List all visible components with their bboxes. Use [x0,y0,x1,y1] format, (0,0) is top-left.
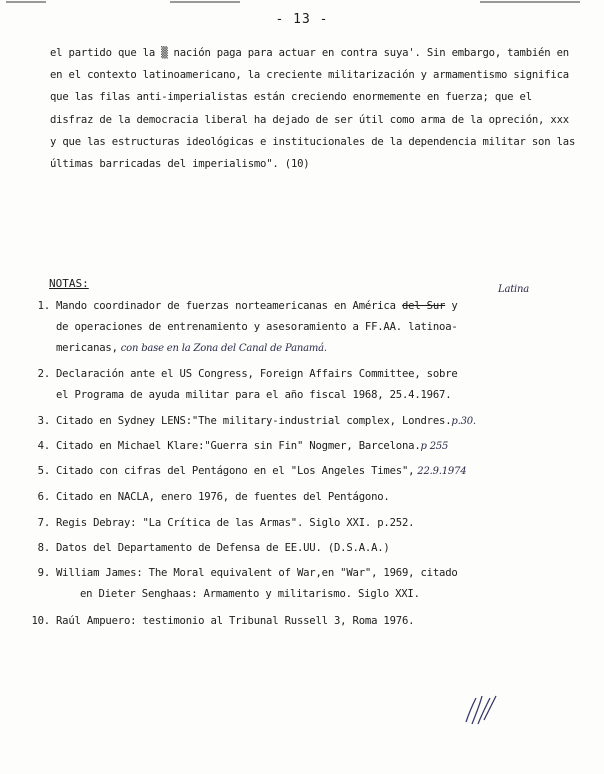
note-text: Citado en Michael Klare:"Guerra sin Fin" Nogmer, Barcelona. [56,440,421,452]
note-item [30,491,390,503]
note-text: Datos del Departamento de Defensa de EE.UU. (D.S.A.A.) [56,542,390,554]
body-line: últimas barricadas del imperialismo". (10) [50,158,310,171]
note-continuation: de operaciones de entrenamiento y asesoramiento a FF.AA. latinoa- [56,321,458,333]
body-paragraph [50,42,590,175]
page-number: - 13 - [275,12,329,27]
note-number: 5. [37,465,50,477]
body-line: en el contexto latinoamericano, la creciente militarización y armamentismo significa [50,69,569,82]
handwritten-annotation: con base en la Zona del Canal de Panamá. [117,343,327,354]
note-item [30,542,390,554]
note-number: 6. [37,491,50,503]
handwritten-annotation: 22.9.1974 [414,466,467,477]
note-number: 3. [37,415,50,427]
body-line: y que las estructuras ideológicas e institucionales de la dependencia militar son las [50,135,576,148]
scan-edge-marks [0,0,604,8]
note-text: mericanas, [56,342,118,354]
note-number: 1. [37,300,50,312]
note-text: Mando coordinador de fuerzas norteamericanas en América [56,300,402,312]
note-continuation: en Dieter Senghaas: Armamento y militarismo. Siglo XXI. [80,588,420,600]
note-text: Citado en NACLA, enero 1976, de fuentes del Pentágono. [56,491,390,503]
note-text: William James: The Moral equivalent of War,en "War", 1969, citado [56,567,458,579]
note-text: y [445,300,458,312]
note-number: 8. [37,542,50,554]
note-item [30,368,458,380]
note-text: Raúl Ampuero: testimonio al Tribunal Russell 3, Roma 1976. [56,615,415,627]
handwritten-initials [460,690,500,730]
note-continuation: el Programa de ayuda militar para el año fiscal 1968, 25.4.1967. [56,389,452,401]
note-item [30,517,414,529]
note-number: 4. [37,440,50,452]
note-item [30,615,414,627]
note-number: 9. [37,567,50,579]
note-text: Citado con cifras del Pentágono en el "Los Angeles Times", [56,465,415,477]
handwritten-annotation: p.30. [451,416,476,427]
handwritten-insert: Latina [498,284,530,295]
note-text: Citado en Sydney LENS:"The military-industrial complex, Londres. [56,415,452,427]
note-item [30,567,458,579]
note-item [30,415,476,427]
body-line: que las filas anti-imperialistas están creciendo enormemente en fuerza; que el [50,91,532,104]
note-number: 2. [37,368,50,380]
struck-text: del Sur [401,300,446,312]
body-line: el partido que la ▒ nación paga para actuar en contra suya'. Sin embargo, también en [50,47,569,59]
handwritten-annotation: p 255 [420,441,449,452]
notes-heading: NOTAS: [49,277,89,290]
note-text: Regis Debray: "La Crítica de las Armas". Siglo XXI. p.252. [56,517,415,529]
note-item [30,465,466,477]
note-text: Declaración ante el US Congress, Foreign Affairs Committee, sobre [56,368,458,380]
note-number: 7. [37,517,50,529]
body-line: disfraz de la democracia liberal ha dejado de ser útil como arma de la opreción, xxx [50,113,569,126]
note-number: 10. [31,615,50,627]
note-item [30,300,458,312]
note-item [30,440,448,452]
note-continuation [56,342,327,354]
